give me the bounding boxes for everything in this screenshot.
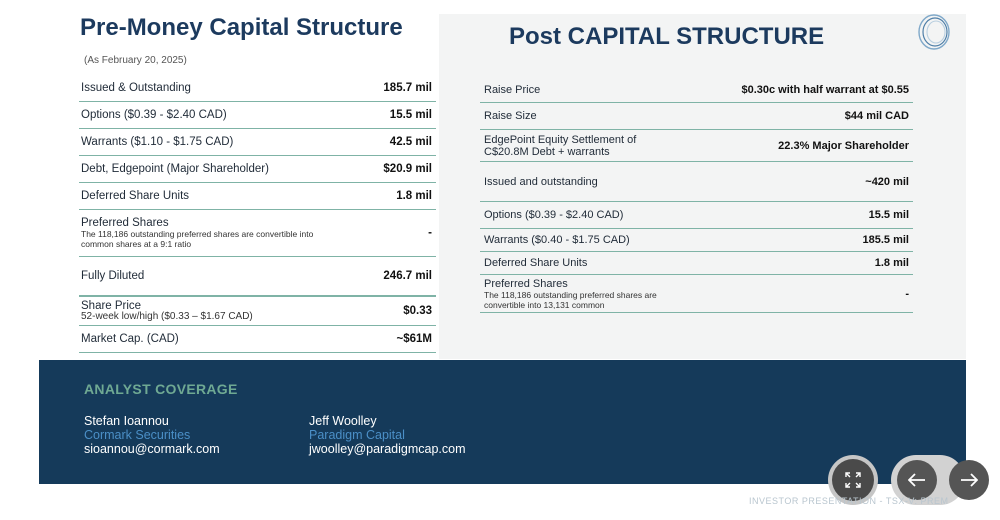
row-label: Warrants ($0.40 - $1.75 CAD)	[484, 234, 630, 246]
footer-caption: INVESTOR PRESENTATION - TSX-V: PREM	[749, 496, 949, 506]
row-label: Deferred Share Units	[81, 190, 190, 202]
analyst-email-link[interactable]: jwoolley@paradigmcap.com	[309, 442, 466, 456]
pre-money-table	[79, 75, 436, 353]
table-row	[79, 129, 436, 156]
row-label: Preferred Shares	[81, 217, 169, 229]
analyst-firm: Cormark Securities	[84, 428, 191, 442]
analyst-card	[84, 414, 220, 456]
row-note: The 118,186 outstanding preferred shares are convertible into 13,131 common	[484, 289, 657, 310]
analyst-coverage-heading: ANALYST COVERAGE	[84, 381, 238, 397]
row-label: Issued and outstanding	[484, 175, 598, 188]
row-label: EdgePoint Equity Settlement of	[484, 133, 637, 146]
table-row	[79, 210, 436, 257]
analyst-card	[309, 414, 466, 456]
row-value: 1.8 mil	[396, 190, 432, 202]
row-value: 15.5 mil	[389, 109, 432, 121]
table-row	[480, 77, 913, 103]
row-value: -	[428, 227, 432, 239]
row-label: Issued & Outstanding	[81, 82, 191, 94]
row-label-line2: C$20.8M Debt + warrants	[484, 145, 610, 158]
analyst-email-link[interactable]: sioannou@cormark.com	[84, 442, 220, 456]
row-value: 246.7 mil	[383, 270, 432, 282]
row-note: 52-week low/high ($0.33 – $1.67 CAD)	[81, 311, 253, 322]
expand-icon	[845, 472, 861, 488]
table-row	[79, 102, 436, 129]
row-value: 185.5 mil	[862, 234, 909, 246]
table-row	[480, 275, 913, 313]
row-label: Market Cap. (CAD)	[81, 333, 179, 345]
table-row	[79, 257, 436, 296]
table-row	[480, 162, 913, 202]
row-label: Debt, Edgepoint (Major Shareholder)	[81, 163, 269, 175]
fullscreen-button-face	[832, 459, 874, 501]
next-slide-button[interactable]	[949, 460, 989, 500]
row-label: Raise Price	[484, 83, 541, 96]
row-note: The 118,186 outstanding preferred shares are convertible into common shares at a 9:1 ratio	[81, 229, 314, 249]
row-value: 15.5 mil	[868, 209, 909, 221]
row-value: 185.7 mil	[383, 82, 432, 94]
table-row	[480, 202, 913, 229]
row-value: 22.3% Major Shareholder	[778, 139, 909, 152]
analyst-name: Jeff Woolley	[309, 414, 377, 428]
previous-slide-button[interactable]	[897, 460, 937, 500]
row-value: $44 mil CAD	[844, 110, 909, 122]
analyst-coverage-section	[39, 360, 966, 484]
row-value: ~420 mil	[865, 175, 909, 188]
row-value: ~$61M	[396, 333, 432, 345]
analyst-name: Stefan Ioannou	[84, 414, 169, 428]
row-value: $0.33	[403, 305, 432, 317]
row-label: Raise Size	[484, 110, 537, 122]
concentric-rings-logo	[917, 12, 951, 52]
table-row	[79, 75, 436, 102]
table-row	[79, 326, 436, 353]
row-label: Preferred Shares	[484, 277, 568, 290]
row-value: $0.30c with half warrant at $0.55	[741, 83, 909, 96]
pre-money-panel	[39, 14, 439, 359]
slide	[39, 14, 966, 484]
table-row	[79, 183, 436, 210]
row-label: Options ($0.39 - $2.40 CAD)	[484, 209, 624, 221]
table-row	[480, 103, 913, 130]
table-row	[79, 156, 436, 183]
row-value: 42.5 mil	[389, 136, 432, 148]
post-money-table	[480, 77, 913, 313]
arrow-left-icon	[908, 473, 926, 487]
row-value: -	[905, 287, 909, 300]
row-value: $20.9 mil	[383, 163, 432, 175]
table-row	[480, 229, 913, 252]
arrow-right-icon	[960, 473, 978, 487]
pre-money-title: Pre-Money Capital Structure	[80, 14, 403, 41]
table-row	[480, 252, 913, 275]
row-label: Options ($0.39 - $2.40 CAD)	[81, 109, 227, 121]
row-value: 1.8 mil	[874, 257, 909, 269]
table-row	[480, 130, 913, 162]
as-of-date: (As February 20, 2025)	[84, 55, 187, 66]
row-label: Share Price	[81, 300, 142, 312]
row-label: Fully Diluted	[81, 270, 145, 282]
table-row	[79, 296, 436, 326]
post-money-panel	[439, 14, 966, 359]
row-label: Deferred Share Units	[484, 257, 588, 269]
post-capital-title: Post CAPITAL STRUCTURE	[509, 23, 825, 50]
analyst-firm: Paradigm Capital	[309, 428, 405, 442]
row-label: Warrants ($1.10 - $1.75 CAD)	[81, 136, 234, 148]
